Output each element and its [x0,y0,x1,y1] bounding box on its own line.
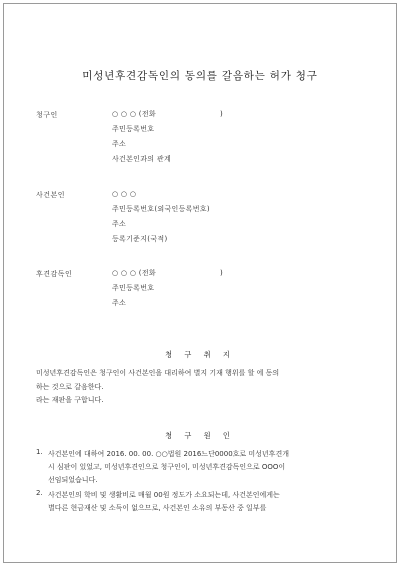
reasons-body [36,448,366,517]
guardian-label: 후견감독인 [36,270,73,278]
petitioner-lines [112,110,171,170]
reasons-heading: 청 구 원 인 [165,431,235,440]
purpose-heading: 청 구 취 지 [165,350,235,359]
reason-line: 시 심판이 있었고, 미성년후견인으로 청구인이, 미성년후견감독인으로 OOO이 [48,463,286,471]
petitioner-name: ○ ○ ○ (전화 [112,110,156,118]
subject-label: 사건본인 [36,191,66,199]
reason-number: 1. [36,448,43,456]
guardian-address: 주소 [112,299,127,307]
reason-item [36,489,366,515]
subject-registration-base: 등록기준지(국적) [112,235,168,243]
subject-name: ○ ○ ○ [112,190,137,198]
purpose-line: 라는 재판을 구합니다. [36,396,104,404]
reason-line: 사건본인의 학비 및 생활비로 매월 00원 정도가 소요되는데, 사건본인에게는 [48,491,280,499]
subject-id-number: 주민등록번호(외국인등록번호) [112,205,210,213]
petitioner-address: 주소 [112,140,127,148]
petitioner-id-number: 주민등록번호 [112,125,155,133]
petitioner-label: 청구인 [36,111,58,119]
document-page [3,3,397,563]
subject-address: 주소 [112,220,127,228]
petitioner-relationship: 사건본인과의 관계 [112,155,172,163]
petitioner-phone-close: ) [220,110,223,118]
guardian-phone-close: ) [220,269,223,277]
reason-line: 선임되었습니다. [48,476,98,484]
document-title: 미성년후견감독인의 동의를 갈음하는 허가 청구 [82,70,318,82]
guardian-id-number: 주민등록번호 [112,284,155,292]
reason-item [36,448,366,487]
reason-line: 별다른 현금재산 및 소득이 없으므로, 사건본인 소유의 부동산 중 일부를 [48,504,267,512]
reason-number: 2. [36,489,43,497]
purpose-body [36,367,366,408]
purpose-line: 미성년후견감독인은 청구인이 사건본인을 대리하여 별지 기재 행위를 할 에 동의 [36,369,280,377]
reason-line: 사건본인에 대하여 2016. 00. 00. ○○법원 2016느단0000호로 미성년후견개 [48,450,289,458]
guardian-lines [112,269,156,314]
purpose-line: 하는 것으로 갈음한다. [36,382,104,391]
subject-lines [112,190,210,250]
guardian-name: ○ ○ ○ (전화 [112,269,156,277]
